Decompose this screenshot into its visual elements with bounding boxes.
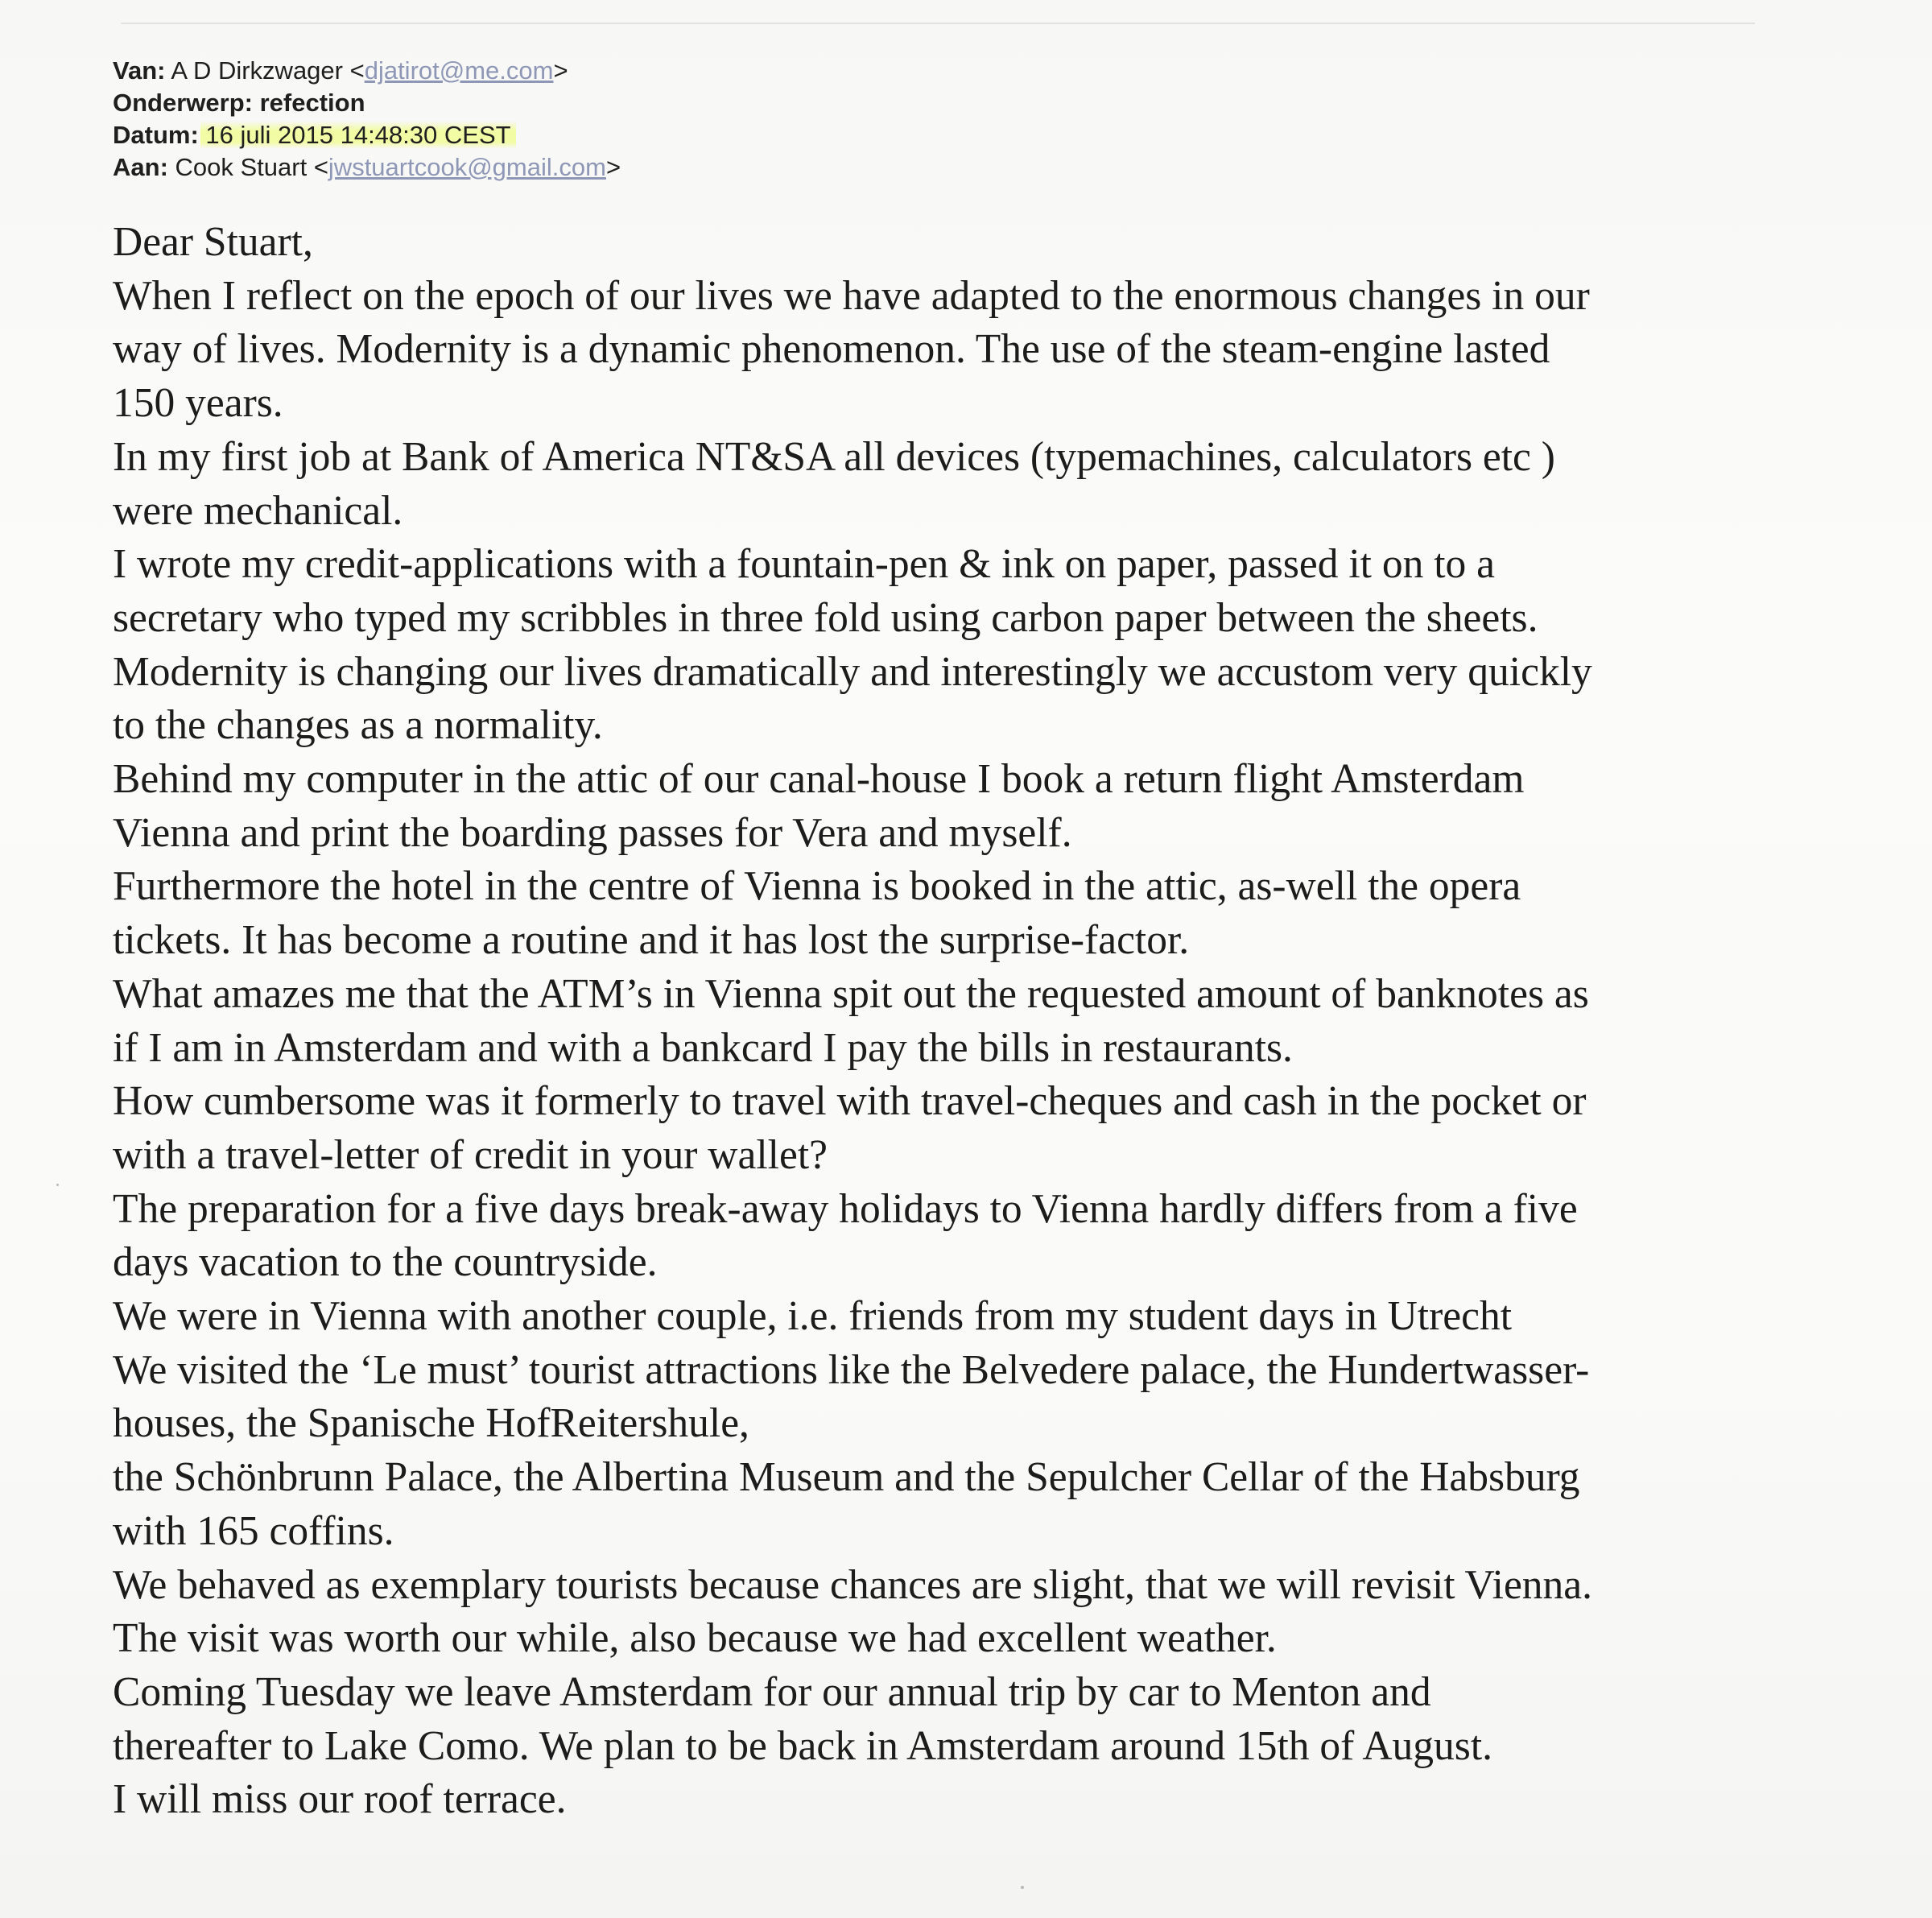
date-label: Datum:	[113, 121, 199, 149]
letter-line: Dear Stuart,	[113, 219, 313, 265]
letter-line: days vacation to the countryside.	[113, 1239, 658, 1286]
to-name: Cook Stuart <	[175, 153, 328, 181]
letter-line: to the changes as a normality.	[113, 702, 603, 749]
letter-line: In my first job at Bank of America NT&SA all devices (typemachines, calculators etc )	[113, 433, 1555, 480]
date-value: 16 juli 2015 14:48:30 CEST	[200, 121, 515, 149]
from-name: A D Dirkzwager <	[171, 56, 365, 85]
letter-line: The visit was worth our while, also because we had excellent weather.	[113, 1615, 1277, 1662]
letter-line: How cumbersome was it formerly to travel with travel-cheques and cash in the pocket or	[113, 1078, 1587, 1125]
letter-line: if I am in Amsterdam and with a bankcard I pay the bills in restaurants.	[113, 1024, 1293, 1071]
email-header	[113, 55, 621, 184]
subject-value: refection	[259, 89, 365, 117]
letter-line: thereafter to Lake Como. We plan to be back in Amsterdam around 15th of August.	[113, 1722, 1493, 1769]
header-to-row	[113, 151, 621, 184]
letter-line: I will miss our roof terrace.	[113, 1776, 567, 1823]
letter-line: were mechanical.	[113, 487, 403, 534]
letter-line: Furthermore the hotel in the centre of Vienna is booked in the attic, as-well the opera	[113, 863, 1521, 910]
header-subject-row	[113, 87, 621, 119]
letter-line: When I reflect on the epoch of our lives we have adapted to the enormous changes in our	[113, 272, 1590, 319]
letter-line: 150 years.	[113, 380, 283, 427]
to-email-link[interactable]: jwstuartcook@gmail.com	[328, 153, 606, 181]
subject-label: Onderwerp:	[113, 89, 253, 117]
letter-line: the Schönbrunn Palace, the Albertina Museum and the Sepulcher Cellar of the Habsburg	[113, 1454, 1580, 1501]
letter-line: Coming Tuesday we leave Amsterdam for our annual trip by car to Menton and	[113, 1668, 1431, 1715]
page-top-rule	[121, 23, 1755, 24]
letter-line: secretary who typed my scribbles in three fold using carbon paper between the sheets.	[113, 594, 1538, 641]
letter-line: tickets. It has become a routine and it has lost the surprise-factor.	[113, 917, 1190, 964]
to-close: >	[605, 153, 621, 181]
letter-line: houses, the Spanische HofReitershule,	[113, 1400, 749, 1447]
paper-speck	[56, 1184, 59, 1186]
to-label: Aan:	[113, 153, 168, 181]
letter-line: with 165 coffins.	[113, 1507, 394, 1554]
letter-line: Behind my computer in the attic of our canal-house I book a return flight Amsterdam	[113, 756, 1525, 803]
letter-line: Vienna and print the boarding passes for Vera and myself.	[113, 809, 1072, 856]
letter-line: I wrote my credit-applications with a fountain-pen & ink on paper, passed it on to a	[113, 541, 1496, 588]
letter-line: Modernity is changing our lives dramatically and interestingly we accustom very quickly	[113, 648, 1592, 695]
letter-body	[113, 216, 1811, 1827]
from-label: Van:	[113, 56, 166, 85]
from-close: >	[553, 56, 568, 85]
header-from-row	[113, 55, 621, 87]
letter-line: way of lives. Modernity is a dynamic phenomenon. The use of the steam-engine lasted	[113, 326, 1550, 373]
from-email-link[interactable]: djatirot@me.com	[364, 56, 554, 85]
header-date-row	[113, 119, 621, 151]
letter-line: The preparation for a five days break-away holidays to Vienna hardly differs from a five	[113, 1185, 1578, 1232]
letter-line: We visited the ‘Le must’ tourist attractions like the Belvedere palace, the Hundertwasser-	[113, 1346, 1590, 1393]
letter-line: We were in Vienna with another couple, i.e. friends from my student days in Utrecht	[113, 1293, 1513, 1340]
paper-speck	[1021, 1886, 1024, 1889]
letter-line: We behaved as exemplary tourists because chances are slight, that we will revisit Vienna.	[113, 1561, 1593, 1608]
letter-line: with a travel-letter of credit in your wallet?	[113, 1131, 828, 1178]
letter-line: What amazes me that the ATM’s in Vienna spit out the requested amount of banknotes as	[113, 970, 1589, 1017]
